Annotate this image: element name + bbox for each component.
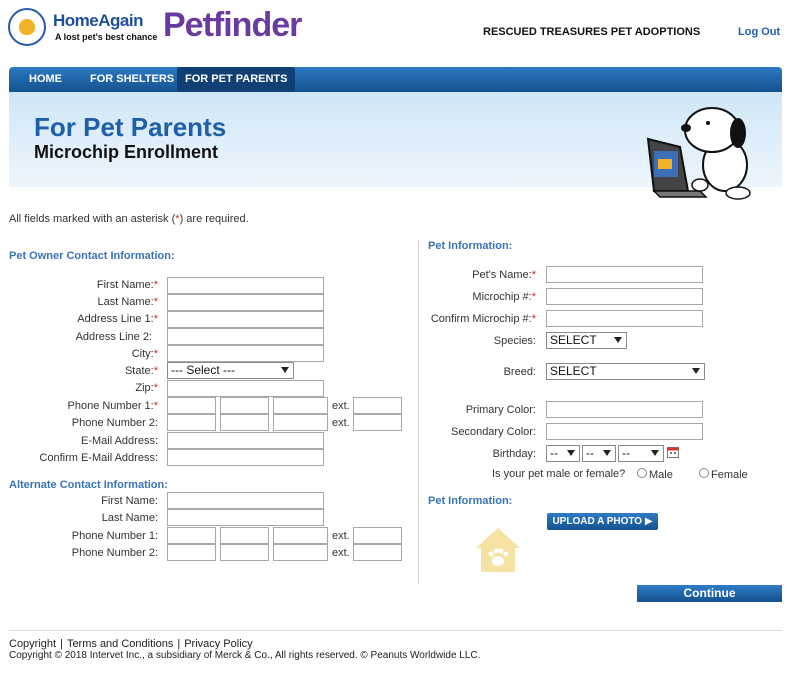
breed-select[interactable]: SELECT	[546, 363, 705, 380]
chevron-down-icon	[567, 450, 575, 456]
page-subtitle: Microchip Enrollment	[34, 142, 219, 162]
last-name-input[interactable]	[167, 294, 324, 311]
secondary-color-input[interactable]	[546, 423, 703, 440]
footer-privacy-link[interactable]: Privacy Policy	[184, 638, 253, 650]
state-label: State:*	[124, 365, 158, 377]
nav-home[interactable]: HOME	[29, 73, 62, 85]
alt-phone1-area-input[interactable]	[167, 527, 216, 544]
homeagain-tagline: A lost pet's best chance	[55, 32, 158, 42]
species-select[interactable]: SELECT	[546, 332, 627, 349]
alt-phone1-line-input[interactable]	[273, 527, 328, 544]
copyright-text: Copyright © 2018 Intervet Inc., a subsidiary of Merck & Co., All rights reserved. © Peanuts Worldwide LLC.	[9, 650, 481, 661]
page-title: For Pet Parents	[34, 112, 227, 142]
alt-phone1-ext-label: ext.	[332, 530, 350, 542]
first-name-input[interactable]	[167, 277, 324, 294]
microchip-input[interactable]	[546, 288, 703, 305]
organization-name: RESCUED TREASURES PET ADOPTIONS	[483, 26, 701, 38]
chevron-down-icon	[603, 450, 611, 456]
pet-name-input[interactable]	[546, 266, 703, 283]
birthday-label: Birthday:	[492, 448, 536, 460]
phone1-ext-label: ext.	[332, 400, 350, 412]
city-input[interactable]	[167, 345, 324, 362]
microchip-label: Microchip #:*	[472, 291, 536, 303]
male-label[interactable]: Male	[649, 469, 673, 481]
alt-phone1-label: Phone Number 1:	[71, 530, 158, 542]
house-placeholder-icon	[473, 525, 523, 575]
homeagain-logo[interactable]: HomeAgain	[53, 11, 143, 30]
alt-phone2-area-input[interactable]	[167, 544, 216, 561]
column-divider	[418, 240, 419, 584]
phone2-ext-label: ext.	[332, 417, 350, 429]
footer-terms-link[interactable]: Terms and Conditions	[66, 638, 174, 650]
phone1-prefix-input[interactable]	[220, 397, 269, 414]
owner-section-title: Pet Owner Contact Information:	[9, 250, 175, 262]
address2-label: Address Line 2:	[75, 331, 152, 343]
photo-section-title: Pet Information:	[428, 495, 513, 507]
birthday-year-select[interactable]: --	[618, 445, 664, 462]
footer-links: Copyright | Terms and Conditions | Privacy Policy	[9, 638, 253, 650]
chevron-down-icon	[692, 368, 700, 374]
alt-phone1-ext-input[interactable]	[353, 527, 402, 544]
calendar-icon[interactable]	[667, 446, 679, 458]
pet-name-label: Pet's Name:*	[472, 269, 536, 281]
snoopy-laptop-illustration	[640, 95, 755, 205]
nav-for-shelters[interactable]: FOR SHELTERS	[90, 73, 175, 85]
breed-label: Breed:	[503, 366, 536, 378]
petfinder-logo[interactable]: Petfinder	[163, 6, 302, 44]
phone2-area-input[interactable]	[167, 414, 216, 431]
primary-color-label: Primary Color:	[465, 404, 536, 416]
address1-input[interactable]	[167, 311, 324, 328]
triangle-right-icon: ▶	[644, 516, 653, 527]
alt-phone2-prefix-input[interactable]	[220, 544, 269, 561]
confirm-microchip-label: Confirm Microchip #:*	[430, 313, 536, 325]
phone1-label: Phone Number 1:*	[67, 400, 158, 412]
phone1-ext-input[interactable]	[353, 397, 402, 414]
paw-icon	[19, 19, 35, 35]
email-input[interactable]	[167, 432, 324, 449]
upload-photo-button[interactable]: UPLOAD A PHOTO ▶	[547, 513, 658, 530]
continue-button[interactable]: Continue	[637, 585, 782, 602]
pet-sex-question: Is your pet male or female?	[492, 468, 626, 480]
phone2-prefix-input[interactable]	[220, 414, 269, 431]
secondary-color-label: Secondary Color:	[451, 426, 536, 438]
female-label[interactable]: Female	[711, 469, 748, 481]
confirm-microchip-input[interactable]	[546, 310, 703, 327]
confirm-email-input[interactable]	[167, 449, 324, 466]
required-note: All fields marked with an asterisk (*) are required.	[9, 213, 249, 225]
pet-section-title: Pet Information:	[428, 240, 513, 252]
first-name-label: First Name:*	[96, 279, 158, 291]
alt-phone2-line-input[interactable]	[273, 544, 328, 561]
alt-phone2-label: Phone Number 2:	[71, 547, 158, 559]
chevron-down-icon	[281, 367, 289, 373]
last-name-label: Last Name:*	[97, 296, 158, 308]
alt-phone2-ext-input[interactable]	[353, 544, 402, 561]
chevron-down-icon	[614, 337, 622, 343]
zip-label: Zip:*	[135, 382, 158, 394]
alt-last-name-input[interactable]	[167, 509, 324, 526]
phone2-label: Phone Number 2:	[71, 417, 158, 429]
state-select[interactable]: --- Select ---	[167, 362, 294, 379]
phone2-line-input[interactable]	[273, 414, 328, 431]
nav-for-pet-parents[interactable]: FOR PET PARENTS	[177, 67, 295, 92]
alt-phone1-prefix-input[interactable]	[220, 527, 269, 544]
main-nav	[9, 67, 782, 92]
birthday-month-select[interactable]: --	[546, 445, 580, 462]
phone2-ext-input[interactable]	[353, 414, 402, 431]
alt-last-name-label: Last Name:	[101, 512, 158, 524]
confirm-email-label: Confirm E-Mail Address:	[39, 452, 158, 464]
female-radio[interactable]	[699, 468, 709, 478]
homeagain-badge-icon	[8, 8, 46, 46]
zip-input[interactable]	[167, 380, 324, 397]
address1-label: Address Line 1:*	[77, 313, 158, 325]
phone1-line-input[interactable]	[273, 397, 328, 414]
logout-link[interactable]: Log Out	[738, 26, 781, 38]
primary-color-input[interactable]	[546, 401, 703, 418]
footer-divider	[9, 630, 782, 631]
email-label: E-Mail Address:	[80, 435, 158, 447]
birthday-day-select[interactable]: --	[582, 445, 616, 462]
footer-copyright-link[interactable]: Copyright	[9, 638, 57, 650]
male-radio[interactable]	[637, 468, 647, 478]
alt-first-name-input[interactable]	[167, 492, 324, 509]
species-label: Species:	[493, 335, 536, 347]
alternate-section-title: Alternate Contact Information:	[9, 479, 168, 491]
alt-phone2-ext-label: ext.	[332, 547, 350, 559]
phone1-area-input[interactable]	[167, 397, 216, 414]
city-label: City:*	[131, 348, 158, 360]
alt-first-name-label: First Name:	[101, 495, 158, 507]
chevron-down-icon	[651, 450, 659, 456]
address2-input[interactable]	[167, 328, 324, 345]
